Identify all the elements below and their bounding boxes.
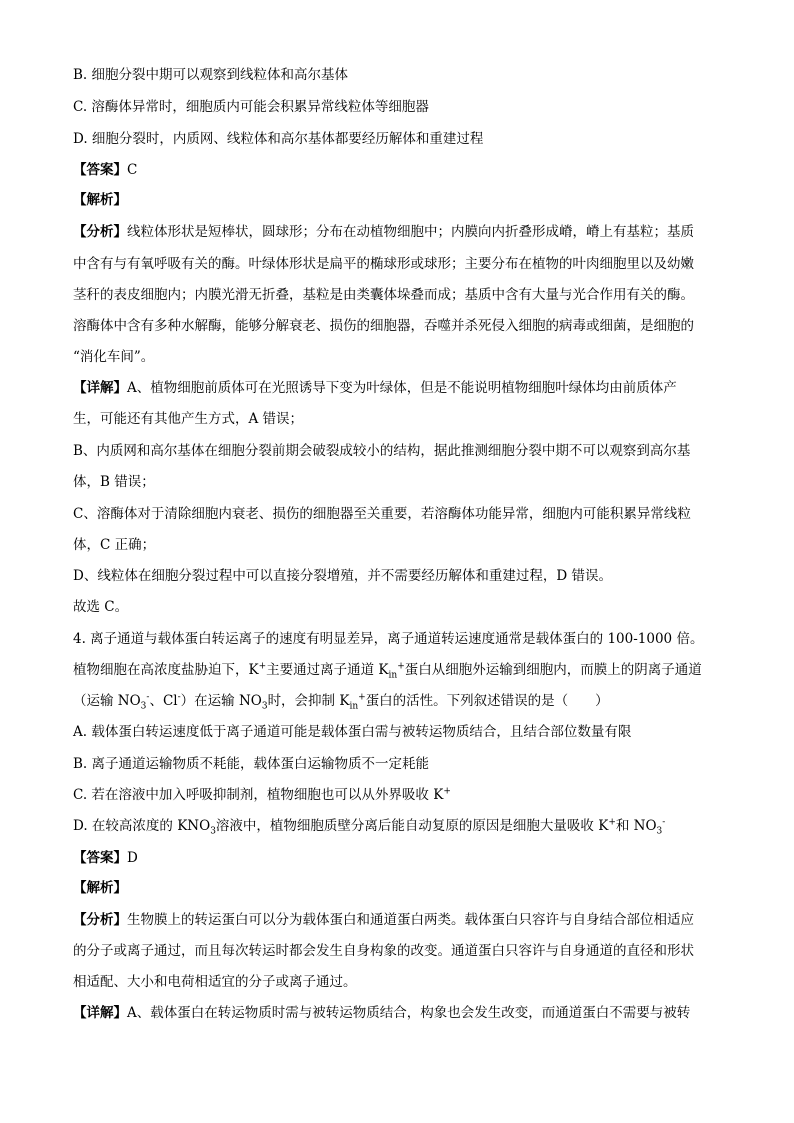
text-segment: B. 离子通道运输物质不耗能，载体蛋白运输物质不一定耗能	[73, 756, 430, 772]
section-label: 【解析】	[73, 880, 127, 896]
superscript: +	[258, 661, 267, 672]
text-segment: A、载体蛋白在转运物质时需与被转运物质结合，构象也会发生改变，而通道蛋白不需要与被转	[127, 1005, 691, 1021]
text-segment: 植物细胞在高浓度盐胁迫下，K	[73, 662, 259, 678]
text-segment: 蛋白从细胞外运输到细胞内，而膜上的阴离子通道	[404, 662, 702, 678]
text-line	[73, 441, 690, 461]
text-segment: 茎秆的表皮细胞内；内膜光滑无折叠，基粒是由类囊体垛叠而成；基质中含有大量与光合作用有关的酶。	[73, 287, 694, 303]
subscript: 3	[261, 701, 268, 712]
text-line	[73, 160, 137, 180]
subscript: 3	[656, 826, 663, 837]
text-line	[73, 316, 694, 336]
text-line	[73, 504, 691, 524]
superscript: -	[177, 692, 181, 703]
text-segment: 蛋白的活性。下列叙述错误的是（ ）	[365, 693, 609, 709]
section-label: 【答案】	[73, 162, 127, 178]
text-segment: 和 NO	[615, 818, 657, 834]
text-line	[73, 754, 429, 774]
text-segment: 体，B 错误；	[73, 474, 155, 490]
text-segment: 线粒体形状是短棒状，圆球形；分布在动植物细胞中；内膜向内折叠形成嵴，嵴上有基粒；基质	[127, 224, 694, 240]
text-segment: D、线粒体在细胞分裂过程中可以直接分裂增殖，并不需要经历解体和重建过程，D 错误。	[73, 568, 612, 584]
text-segment: 溶酶体中含有多种水解酶，能够分解衰老、损伤的细胞器，吞噬并杀死侵入细胞的病毒或细菌，是细胞的	[73, 318, 694, 334]
text-segment: D. 细胞分裂时，内质网、线粒体和高尔基体都要经历解体和重建过程	[73, 131, 484, 147]
superscript: -	[146, 692, 150, 703]
text-segment: “消化车间”。	[73, 349, 155, 365]
text-line	[73, 535, 155, 555]
text-segment: D	[127, 850, 138, 866]
text-line	[73, 566, 612, 586]
section-label: 【详解】	[73, 1005, 127, 1021]
text-line	[73, 597, 128, 617]
superscript: +	[358, 692, 366, 703]
section-label: 【解析】	[73, 192, 127, 208]
text-segment: A. 载体蛋白转运速度低于离子通道可能是载体蛋白需与被转运物质结合，且结合部位数量有限	[73, 724, 632, 740]
text-segment: 故选 C。	[73, 599, 129, 615]
subscript: 3	[140, 701, 147, 712]
text-segment: 的分子或离子通过，而且每次转运时都会发生自身构象的改变。通道蛋白只容许与自身通道的直径和形状	[73, 943, 694, 959]
text-segment: B. 细胞分裂中期可以观察到线粒体和高尔基体	[73, 67, 349, 83]
text-segment: 主要通过离子通道 K	[266, 662, 389, 678]
text-segment: （运输 NO	[73, 693, 141, 709]
text-segment: C. 溶酶体异常时，细胞质内可能会积累异常线粒体等细胞器	[73, 99, 429, 115]
text-line	[73, 941, 694, 961]
text-line	[73, 816, 665, 836]
text-line	[73, 222, 694, 242]
text-line	[73, 409, 303, 429]
text-segment: 4. 离子通道与载体蛋白转运离子的速度有明显差异，离子通道转运速度通常是载体蛋白的 100-1000 倍。	[73, 631, 704, 647]
section-label: 【详解】	[73, 380, 127, 396]
text-line	[73, 785, 451, 805]
text-line	[73, 629, 703, 649]
text-line	[73, 190, 127, 210]
text-segment: B、内质网和高尔基体在细胞分裂前期会破裂成较小的结构，据此推测细胞分裂中期不可以观察到高尔基	[73, 443, 691, 459]
text-segment: C. 若在溶液中加入呼吸抑制剂，植物细胞也可以从外界吸收 K	[73, 787, 444, 803]
superscript: -	[662, 817, 666, 828]
text-line	[73, 1003, 690, 1023]
text-line	[73, 378, 677, 398]
text-segment: 中含有与有氧呼吸有关的酶。叶绿体形状是扁平的椭球形或球形；主要分布在植物的叶肉细胞里以及幼嫩	[73, 256, 694, 272]
text-segment: 、Cl	[149, 693, 178, 709]
text-line	[73, 347, 154, 367]
text-line	[73, 910, 694, 930]
text-line	[73, 660, 702, 680]
text-segment: 相适配、大小和电荷相适宜的分子或离子通过。	[73, 974, 357, 990]
subscript: in	[388, 670, 398, 681]
text-line	[73, 691, 609, 711]
text-line	[73, 285, 694, 305]
text-line	[73, 878, 127, 898]
superscript: +	[443, 786, 451, 797]
text-line	[73, 254, 694, 274]
text-line	[73, 97, 429, 117]
text-segment: 体，C 正确；	[73, 537, 156, 553]
section-label: 【答案】	[73, 850, 127, 866]
text-segment: C、溶酶体对于清除细胞内衰老、损伤的细胞器至关重要，若溶酶体功能异常，细胞内可能积累异常线粒	[73, 506, 691, 522]
text-segment: 生，可能还有其他产生方式，A 错误；	[73, 411, 304, 427]
text-segment: 溶液中，植物细胞质壁分离后能自动复原的原因是细胞大量吸收 K	[215, 818, 609, 834]
section-label: 【分析】	[73, 912, 127, 928]
text-line	[73, 129, 483, 149]
text-segment: C	[127, 162, 138, 178]
text-segment: A、植物细胞前质体可在光照诱导下变为叶绿体，但是不能说明植物细胞叶绿体均由前质体产	[127, 380, 677, 396]
text-line	[73, 472, 155, 492]
text-line	[73, 848, 138, 868]
text-segment: 时，会抑制 K	[267, 693, 350, 709]
text-segment: ）在运输 NO	[180, 693, 262, 709]
subscript: 3	[210, 826, 216, 837]
text-line	[73, 972, 357, 992]
text-line	[73, 722, 631, 742]
subscript: in	[349, 701, 359, 712]
superscript: +	[608, 817, 616, 828]
section-label: 【分析】	[73, 224, 127, 240]
text-segment: 生物膜上的转运蛋白可以分为载体蛋白和通道蛋白两类。载体蛋白只容许与自身结合部位相适应	[127, 912, 694, 928]
superscript: +	[397, 661, 405, 672]
text-segment: D. 在较高浓度的 KNO	[73, 818, 211, 834]
text-line	[73, 65, 348, 85]
